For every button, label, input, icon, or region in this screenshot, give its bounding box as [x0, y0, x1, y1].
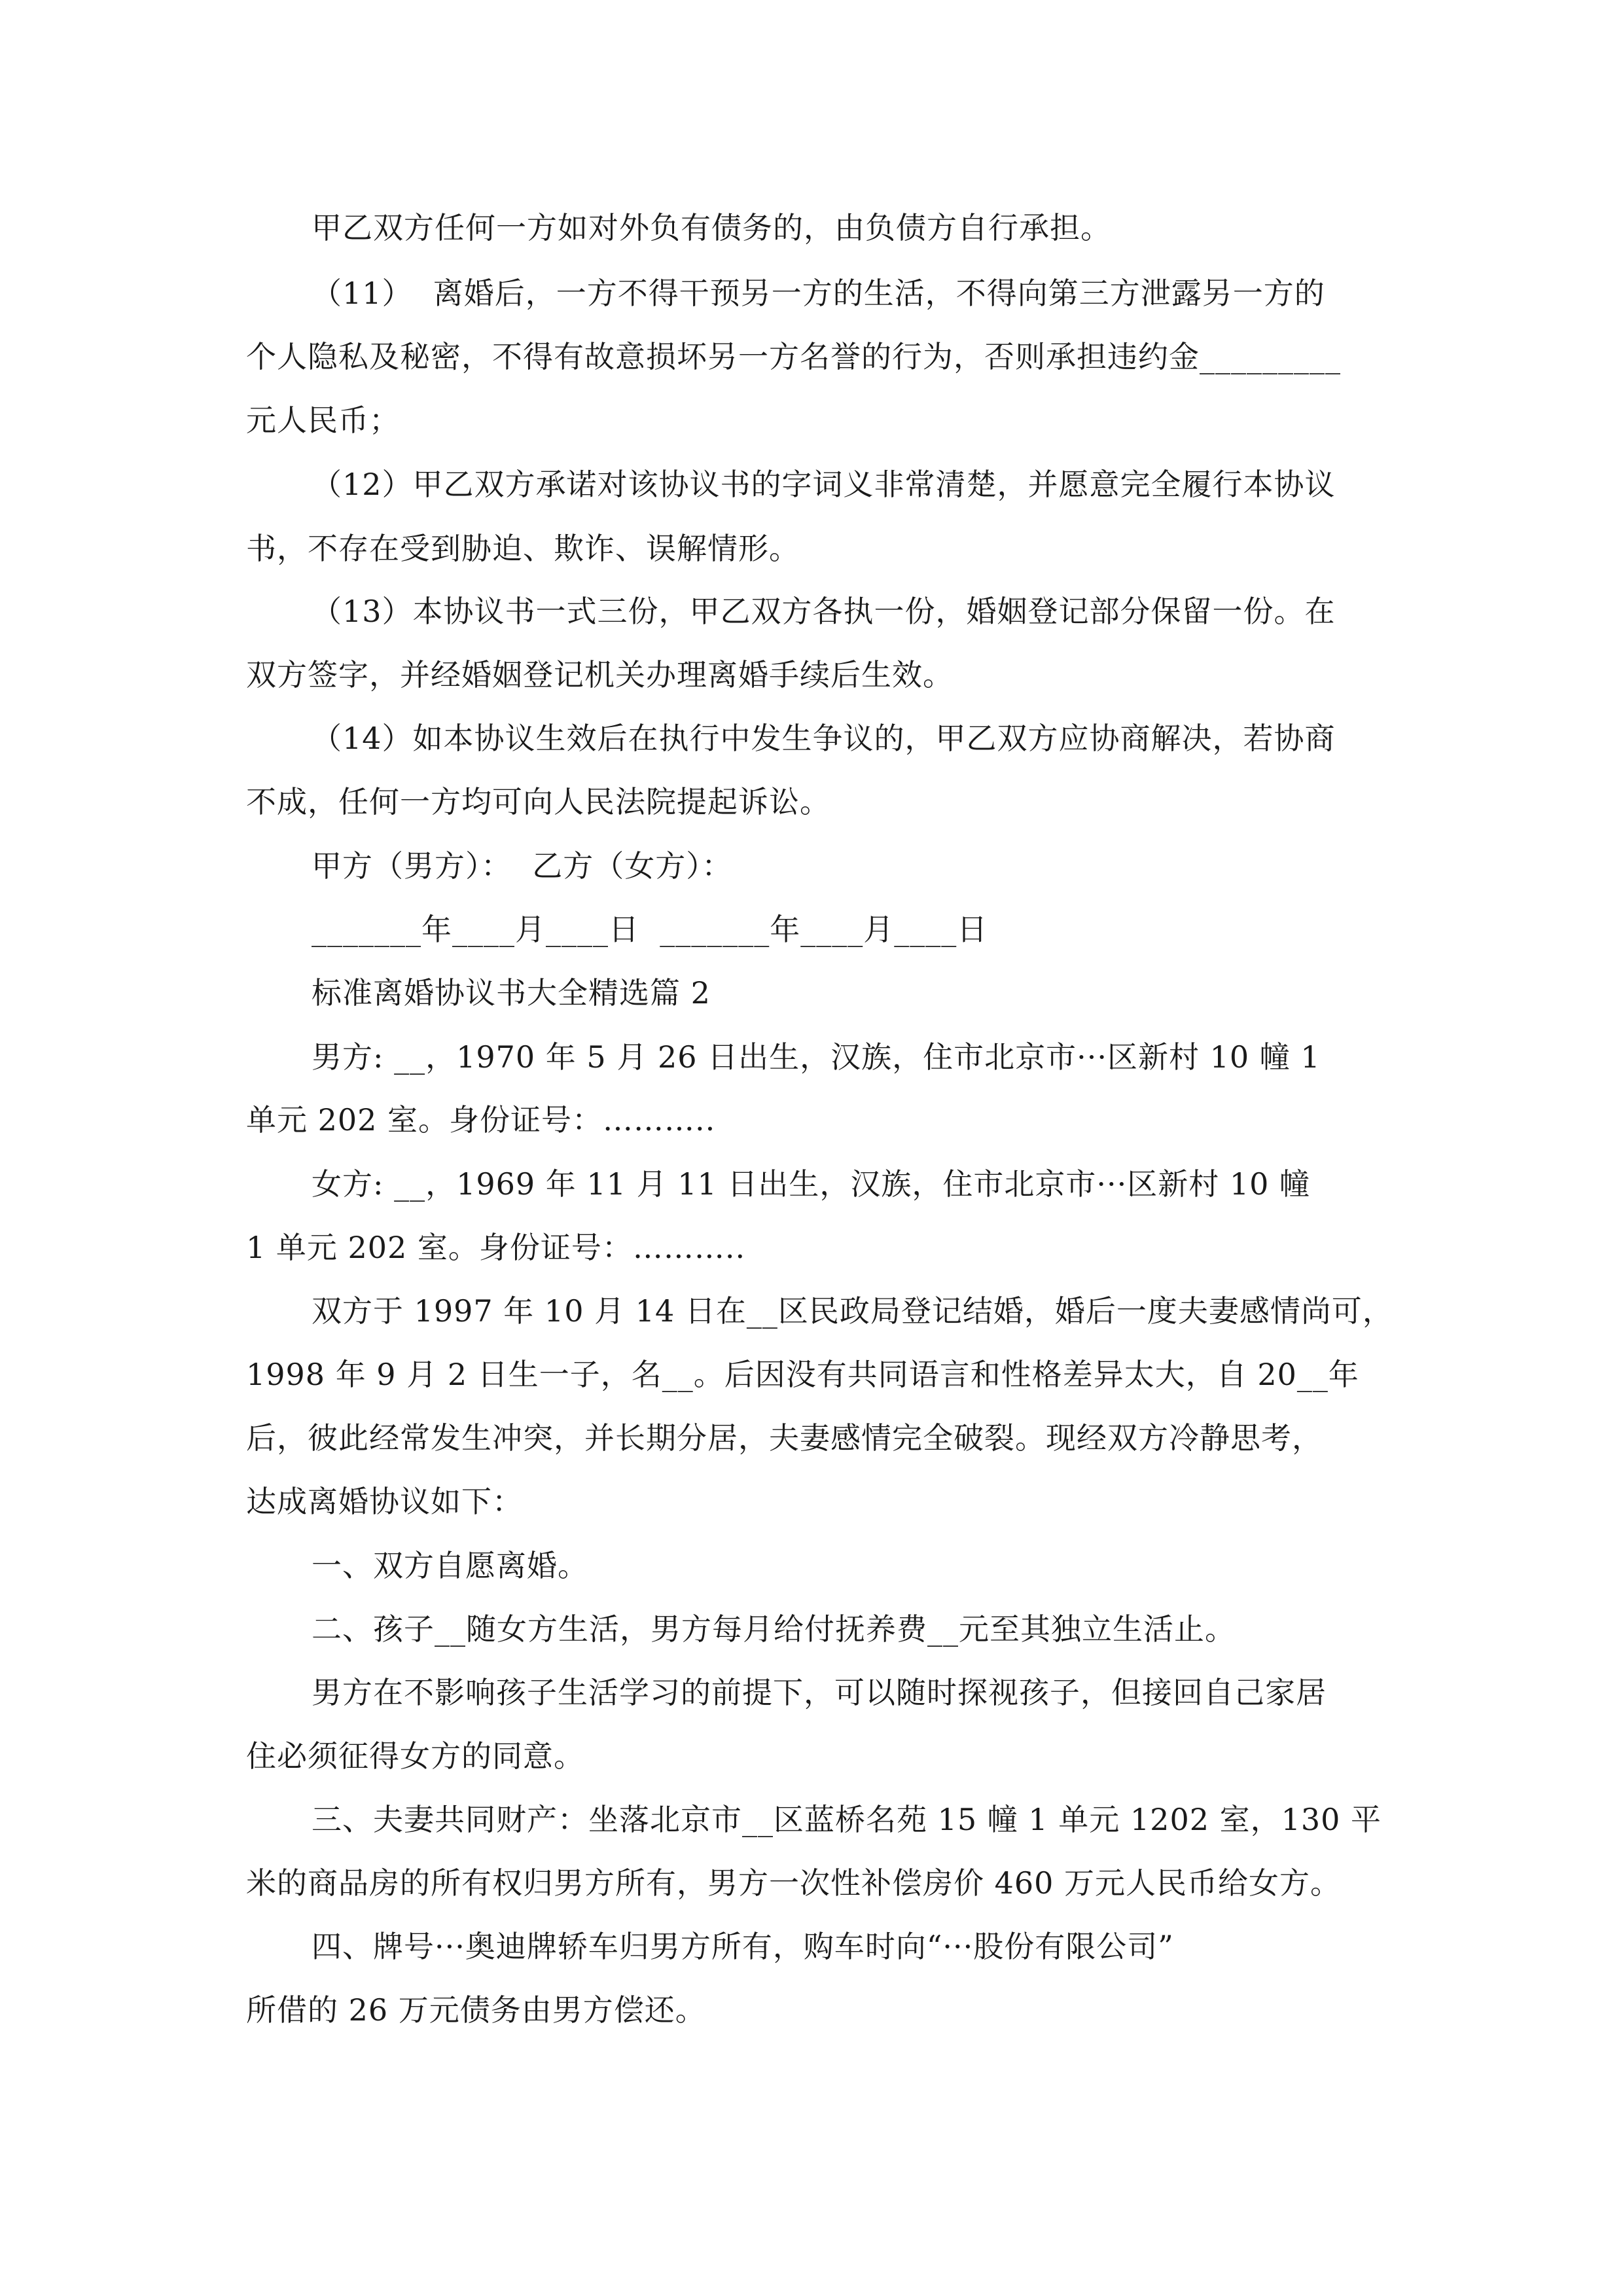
text-line-1: 甲乙双方任何一方如对外负有债务的，由负债方自行承担。 [312, 210, 1111, 245]
text-line-19: 1998 年 9 月 2 日生一子，名__。后因没有共同语言和性格差异太大，自 20__年 [246, 1357, 1359, 1392]
text-line-6: 书，不存在受到胁迫、欺诈、误解情形。 [246, 531, 800, 566]
text-line-2: （11） 离婚后，一方不得干预另一方的生活，不得向第三方泄露另一方的 [312, 276, 1325, 311]
text-line-7: （13）本协议书一式三份，甲乙双方各执一份，婚姻登记部分保留一份。在 [312, 594, 1336, 629]
text-line-29: 所借的 26 万元债务由男方偿还。 [246, 1992, 706, 2028]
section-heading: 标准离婚协议书大全精选篇 2 [312, 975, 711, 1011]
text-line-27: 米的商品房的所有权归男方所有，男方一次性补偿房价 460 万元人民币给女方。 [246, 1865, 1342, 1901]
text-line-22: 一、双方自愿离婚。 [312, 1548, 588, 1583]
text-line-26: 三、夫妻共同财产：坐落北京市__区蓝桥名苑 15 幢 1 单元 1202 室，130 平 [312, 1802, 1382, 1837]
text-line-10: 不成，任何一方均可向人民法院提起诉讼。 [246, 784, 830, 819]
text-line-15: 单元 202 室。身份证号：……….. [246, 1102, 716, 1138]
text-line-24: 男方在不影响孩子生活学习的前提下，可以随时探视孩子，但接回自己家居 [312, 1675, 1327, 1710]
text-line-5: （12）甲乙双方承诺对该协议书的字词义非常清楚，并愿意完全履行本协议 [312, 467, 1336, 502]
text-line-20: 后，彼此经常发生冲突，并长期分居，夫妻感情完全破裂。现经双方冷静思考， [246, 1420, 1323, 1456]
text-line-16: 女方: __，1969 年 11 月 11 日出生，汉族，住市北京市···区新村 10 幢 [312, 1166, 1311, 1202]
text-line-3: 个人隐私及秘密，不得有故意损坏另一方名誉的行为，否则承担违约金_________ [246, 339, 1341, 374]
text-line-25: 住必须征得女方的同意。 [246, 1738, 584, 1774]
text-line-9: （14）如本协议生效后在执行中发生争议的，甲乙双方应协商解决，若协商 [312, 721, 1336, 756]
text-line-18: 双方于 1997 年 10 月 14 日在__区民政局登记结婚，婚后一度夫妻感情尚可， [312, 1293, 1393, 1329]
text-line-14: 男方: __，1970 年 5 月 26 日出生，汉族，住市北京市···区新村 10 幢 1 [312, 1039, 1321, 1075]
text-line-21: 达成离婚协议如下： [246, 1484, 523, 1519]
signature-line: 甲方（男方）： 乙方（女方）： [312, 848, 733, 884]
text-line-17: 1 单元 202 室。身份证号：……….. [246, 1230, 746, 1265]
date-line: _______年____月____日 _______年____月____日 [312, 912, 988, 947]
text-line-4: 元人民币； [246, 403, 400, 438]
text-line-8: 双方签字，并经婚姻登记机关办理离婚手续后生效。 [246, 657, 954, 692]
text-line-28: 四、牌号···奥迪牌轿车归男方所有，购车时向“···股份有限公司” [312, 1929, 1174, 1964]
text-line-23: 二、孩子__随女方生活，男方每月给付抚养费__元至其独立生活止。 [312, 1611, 1236, 1647]
